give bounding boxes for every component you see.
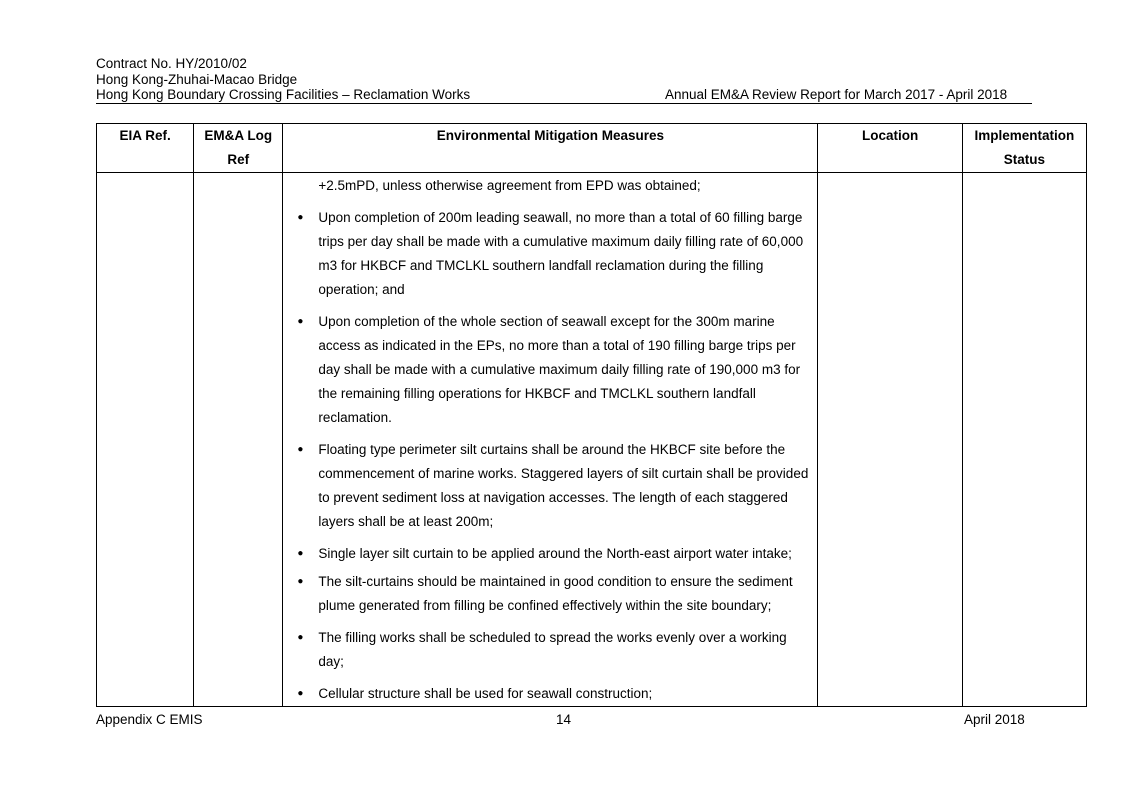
bullet-icon: ● [297,632,304,643]
list-item-text: Floating type perimeter silt curtains shall be around the HKBCF site before the commencement of marine works. Staggered layers of silt curtain shall be provided to prevent sediment loss at navigation accesses. The length of each staggered layers shall be at least 200m; [318,442,809,529]
table-row [97,173,1087,707]
cell-measures [283,173,818,707]
measure-continuation: +2.5mPD, unless otherwise agreement from EPD was obtained; [318,178,701,193]
cell-implementation-status [962,173,1086,707]
list-item [295,542,809,566]
bullet-icon: ● [297,576,304,587]
page-number: 14 [556,712,572,727]
list-item [295,438,809,534]
header-eia-ref-label: EIA Ref. [119,128,171,143]
list-item [295,310,809,430]
cell-ema-log-ref [194,173,283,707]
header-ema-log-label: EM&A Log [204,128,273,143]
footer-appendix: Appendix C EMIS [96,712,203,727]
cell-location [818,173,962,707]
header-location [818,124,962,173]
header-ref-label: Ref [227,152,250,167]
list-item [295,626,809,674]
bullet-icon: ● [297,212,304,223]
header-location-label: Location [861,128,919,143]
page-header [96,56,1032,103]
list-item-text: Upon completion of the whole section of seawall except for the 300m marine access as indicated in the EPs, no more than a total of 190 filling barge trips per day shall be made with a cumulative maximum daily filling rate of 190,000 m3 for the remaining filling operations for HKBCF and TMCLKL southern landfall reclamation. [318,314,801,425]
list-item-text: The silt-curtains should be maintained in good condition to ensure the sediment plume generated from filling be confined effectively within the site boundary; [318,574,793,613]
table-header-row [97,124,1087,173]
header-implementation-status [962,124,1086,173]
project-name: Hong Kong-Zhuhai-Macao Bridge [96,71,298,87]
header-divider [96,103,1032,104]
header-implementation-label: Implementation [974,128,1075,143]
list-item-text: Single layer silt curtain to be applied around the North-east airport water intake; [318,546,792,561]
list-item [295,570,809,618]
header-measures-label: Environmental Mitigation Measures [436,128,665,143]
header-status-label: Status [1003,152,1045,167]
list-item [295,206,809,302]
bullet-icon: ● [297,444,304,455]
bullet-icon: ● [297,316,304,327]
list-item-text: The filling works shall be scheduled to spread the works evenly over a working day; [318,630,787,669]
list-item-text: Upon completion of 200m leading seawall, no more than a total of 60 filling barge trips per day shall be made with a cumulative maximum daily filling rate of 60,000 m3 for HKBCF and TMCLKL southern landfall reclamation during the filling operation; and [318,210,804,297]
bullet-icon: ● [297,548,304,559]
bullet-icon: ● [297,688,304,699]
list-item [295,682,809,706]
header-eia-ref [97,124,194,173]
header-ema-log-ref [194,124,283,173]
list-item-text: Cellular structure shall be used for seawall construction; [318,686,653,701]
works-name: Hong Kong Boundary Crossing Facilities – Reclamation Works [96,87,471,102]
measures-list [295,206,809,706]
header-measures [283,124,818,173]
contract-number: Contract No. HY/2010/02 [96,56,247,71]
footer-date: April 2018 [964,712,1025,727]
mitigation-measures-table [96,123,1087,707]
cell-eia-ref [97,173,194,707]
report-title: Annual EM&A Review Report for March 2017 - April 2018 [665,87,1008,102]
